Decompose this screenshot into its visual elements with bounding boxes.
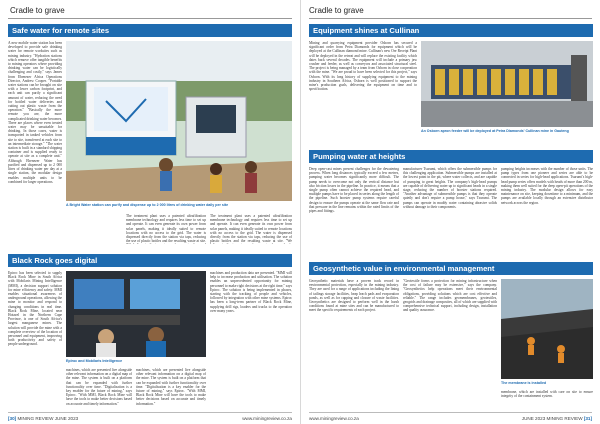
page-footer [8, 416, 78, 421]
website: www.miningreview.co.za [309, 416, 359, 421]
article-text-column: membrane, which are installed with care on site to ensure integrity of the containment system. [501, 390, 593, 399]
article-text-column: Epiroc has been selected to supply Black Rock Mine in South Africa with Mobilaris Mining Intelligence (MMI), a decision support solution for mine efficiency and safety. MMI enables situational awareness of underground operations, allowing the mine to monitor and respond to changing conditions in real time. Black Rock Mine, located near Hotazel in the Northern Cape Province, is one of South Africa's largest manganese mines. The solution will provide the mine with a complete overview of the location of personnel and equipment, improving both productivity and safety of people underground. [8, 271, 62, 347]
section-tag: Cradle to grave [309, 6, 364, 15]
article-text-column: machines, which are presented live alongside other relevant information on a digital map of the mine. The system is built on a platform that can be expanded with further functionality over time. "Digitalisation is a key enabler for the future of mining," says Epiroc. "With MMI, Black Rock Mine will have the tools to make better decisions based on accurate and timely information." [66, 368, 132, 406]
control-room-illustration [66, 271, 206, 357]
photo-caption: A Bright Water station can purify and dispense up to 2 000 litres of drinking water daily per site [66, 203, 229, 207]
article-text-column: Deep open-cast mines present challenges for the dewatering process. When long distances typically exceed a few metres, pumping water becomes significantly more difficult. The pump needs to overcome not only the vertical distance but also friction losses in the pipeline. In practice, it means that a single pump often cannot achieve the required head, and multiple pumps have to be placed in series along the length of the pipeline. Such booster pump systems require careful design to ensure the pumps operate at the same flow rate and that pressure in the line remains within the rated limits of the pipes and fittings. [309, 167, 399, 214]
footer-rule [8, 412, 292, 413]
article-text-column: manufacturer Tsurumi, which offers the submersible pumps for this challenging application. Submersible pumps are installed at the lowest point in the pit, where water collects, and are capable of pumping to great heights. The company's high-head pumps are capable of delivering water up to significant heads in a single stage, reducing the number of booster stations required. "Another advantage of submersible pumps is that they operate quietly and don't require a pump house," says Tsurumi. The pumps can operate in muddy water containing abrasive solids without damage to their components. [403, 167, 497, 209]
website: www.miningreview.co.za [242, 416, 292, 421]
article-text-column: Mining and quarrying equipment provider Osborn has secured a significant order from Petra Diamonds for equipment which will be deployed at the Cullinan diamond mine. Cullinan's new Ore Receipt Plant will be deployed in the retreat and will replace the existing facility which dates back several decades. The equipment will include a primary jaw crusher and feeder, as well as conveyors and associated structural steel. The project is being managed by a team from Osborn in close cooperation with the mine. "We are proud to have been selected for this project," says Osborn. With its long history of supplying equipment to the mining industry in Southern Africa, Osborn is well positioned to support the mine's production goals, delivering the equipment on time and to specification. [309, 41, 417, 92]
control-room-photo [66, 271, 206, 357]
photo-caption: Epiroc and Mobilaris Intelligence [66, 359, 123, 363]
article-text-column: machines and production data are presented. "MMI will help to increase production and utilisation. The solution enables an unprecedented opportunity for mining personnel to make right decisions at the right time," says Epiroc. The solution is being implemented in phases, starting with the tracking of people and vehicles, followed by integration with other mine systems. Epiroc has been a long-term partner of Black Rock Mine, supplying drill rigs, loaders and trucks to the operation over many years. [210, 271, 292, 313]
article-text-column: The treatment plant uses a patented ultrafiltration membrane technology and requires less time to set up and operate. It can even generate its own power from solar panels, making it ideally suited to remote locations with no access to the grid. The water is dispensed directly from the station via taps, reducing the use of plastic bottles and the resulting waste at site. "We [210, 214, 292, 244]
article-title-geosynthetic: Geosynthetic value in environmental management [309, 262, 593, 275]
issue-date: JUNE 2023 [521, 416, 546, 421]
page-number: [31] [583, 416, 592, 421]
photo-caption: The membrane is installed [501, 381, 547, 385]
article-text-column: machines, which are presented live alongside other relevant information on a digital map of the mine. The system is built on a platform that can be expanded with further functionality over time. "Digitalisation is a key enabler for the future of mining," says Epiroc. "With MMI, Black Rock Mine will have the tools to make better decisions based on accurate and timely information." [136, 368, 206, 406]
membrane-illustration [501, 279, 593, 379]
apron-feeder-illustration [421, 41, 593, 127]
article-text-column: "Geotextile forms a protection for mining infrastructure when the cost of failure may be extensive," says the company. "Geosynthetics help operations meet their environmental obligations, providing solutions which are cost effective and reliable." The range includes geomembranes, geotextiles, geogrids and drainage composites, all of which are supplied with comprehensive technical support, including design, installation and quality assurance. [403, 279, 497, 313]
article-text-column: A new mobile water station has been developed to provide safe drinking water for remote worksites such as mining industry. "Hydration stations which remove offer tangible benefits to mining operators where providing drinking water can be logistically challenging and costly," says James from Ebenezer Africa Operations Director, Andrew Cooper. "Portable water stations can be brought on site with a lower carbon footprint, and each unit can purify a significant amount of water, reducing the need for bottled water deliveries and cutting out plastic waste from the operation." "Basically the more remote you are, the more complicated drinking water becomes. There are places where even treated water may be unsuitable for drinking. In those cases, water is transported in tanked vehicles from site to site, transferred at each site to an intermediate storage." "The water station is built in a standard shipping container and is supplied ready to operate at site as a complete unit." Although Ebenezer Water has purified and dispensed up to 2 000 litres of drinking water per day at a single station, the modular design enables multiple units to be combined for larger operations. [8, 41, 62, 184]
water-station-photo [66, 41, 292, 201]
article-title-pumping: Pumping water at heights [309, 150, 593, 163]
photo-caption: An Osborn apron feeder will be deployed at Petra Diamonds' Cullinan mine in Gauteng [421, 129, 569, 133]
article-text-column: pumping heights increases with the number of those units. The pump types from one pioneer and series are able to be connected in series for high-head applications. Tsurumi's high-head pump series offers models with heads of more than 200 m, making them well suited for the deep open-pit operations of the mining industry. The modular design allows for easy maintenance on site, keeping downtime to a minimum, and the pumps are available locally through an extensive distributor network across the region. [501, 167, 593, 205]
section-tag: Cradle to grave [10, 6, 65, 15]
header-rule [309, 18, 592, 19]
membrane-photo [501, 279, 593, 379]
article-text-column: Geosynthetic materials have a proven track record in environmental protection, especially in the mining industry. They are used for a range of applications including the lining of tailings storage facilities, heap leach pads and evaporation ponds, as well as for capping and closure of waste facilities. Geosynthetics are designed to perform well in the harsh conditions found at mine sites and can be manufactured to meet the specific requirements of each project. [309, 279, 399, 313]
article-text-column: The treatment plant uses a patented ultrafiltration membrane technology and requires less time to set up and operate. It can even generate its own power from solar panels, making it ideally suited to remote locations with no access to the grid. The water is dispensed directly from the station via taps, reducing the use of plastic bottles and the resulting waste at site. [126, 214, 206, 244]
magazine-name: MINING REVIEW [17, 416, 54, 421]
right-page [300, 0, 600, 424]
article-title-safe-water: Safe water for remote sites [8, 24, 292, 37]
article-title-black-rock: Black Rock goes digital [8, 254, 292, 267]
page-footer [522, 416, 592, 421]
apron-feeder-photo [421, 41, 593, 127]
magazine-name: MINING REVIEW [546, 416, 583, 421]
footer-rule [309, 412, 592, 413]
article-title-cullinan: Equipment shines at Cullinan [309, 24, 593, 37]
water-station-illustration [66, 41, 292, 201]
page-number: [30] [8, 416, 17, 421]
header-rule [8, 18, 292, 19]
issue-date: JUNE 2023 [54, 416, 79, 421]
